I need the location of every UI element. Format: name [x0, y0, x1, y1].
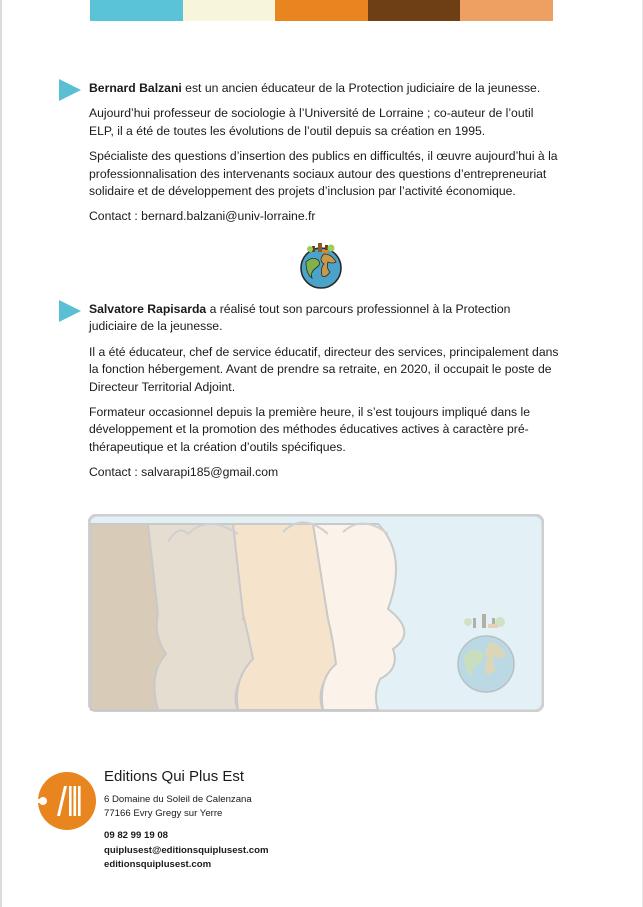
bio-paragraph: Il a été éducateur, chef de service éducatif, directeur des services, principalement dans la fonction hébergement. Avant de prendre sa retraite, en 2020, il occupait le poste de Directeur Territorial Adjoint.	[89, 344, 559, 394]
triangle-bullet-icon	[59, 300, 81, 322]
strip-blue	[90, 0, 183, 21]
author-name: Salvatore Rapisarda	[89, 302, 207, 316]
publisher-address-line1: 6 Domaine du Soleil de Calenzana	[104, 794, 252, 805]
strip-peach	[460, 0, 553, 21]
publisher-logo-icon	[38, 770, 96, 832]
author-bio-rapisarda	[89, 301, 559, 490]
publisher-website[interactable]: editionsquiplusest.com	[104, 859, 212, 870]
bio-intro	[89, 80, 559, 97]
color-strip	[90, 0, 553, 21]
bio-paragraph: Aujourd’hui professeur de sociologie à l’Université de Lorraine ; co-auteur de l’outil ELP, il a été de toutes les évolutions de l’outil depuis sa création en 1995.	[89, 106, 534, 138]
bio-contact: Contact : salvarapi185@gmail.com	[89, 465, 279, 480]
author-name: Bernard Balzani	[89, 81, 182, 95]
bio-intro	[89, 301, 559, 336]
strip-brown	[368, 0, 461, 21]
strip-cream	[183, 0, 276, 21]
profiles-illustration	[88, 514, 544, 712]
bio-paragraph: Spécialiste des questions d’insertion des publics en difficultés, il œuvre aujourd’hui à la professionnalisation des intervenants sociaux autour des questions d’entrepreneuriat solidaire et de développement des projets d’inclusion par l’activité économique.	[89, 149, 558, 199]
publisher-phone: 09 82 99 19 08	[104, 830, 169, 841]
bio-paragraph: Formateur occasionnel depuis la première heure, il s’est toujours impliqué dans le développement et la promotion des méthodes éducatives actives à caractère pré-thérapeutique et la création d’outils spécifiques.	[89, 405, 531, 454]
publisher-name: Editions Qui Plus Est	[104, 768, 245, 785]
globe-icon	[298, 240, 344, 290]
page-left-border	[0, 0, 2, 907]
author-bio-balzani	[89, 80, 559, 234]
publisher-address-line2: 77166 Evry Gregy sur Yerre	[104, 808, 223, 819]
bio-contact: Contact : bernard.balzani@univ-lorraine.fr	[89, 209, 316, 224]
publisher-email[interactable]: quiplusest@editionsquiplusest.com	[104, 845, 269, 856]
strip-orange	[275, 0, 368, 21]
bio-intro-text: est un ancien éducateur de la Protection judiciaire de la jeunesse.	[181, 81, 541, 95]
triangle-bullet-icon	[59, 79, 81, 101]
bio-intro-text: a réalisé tout son parcours professionnel à la Protection judiciaire de la jeunesse.	[89, 302, 511, 334]
